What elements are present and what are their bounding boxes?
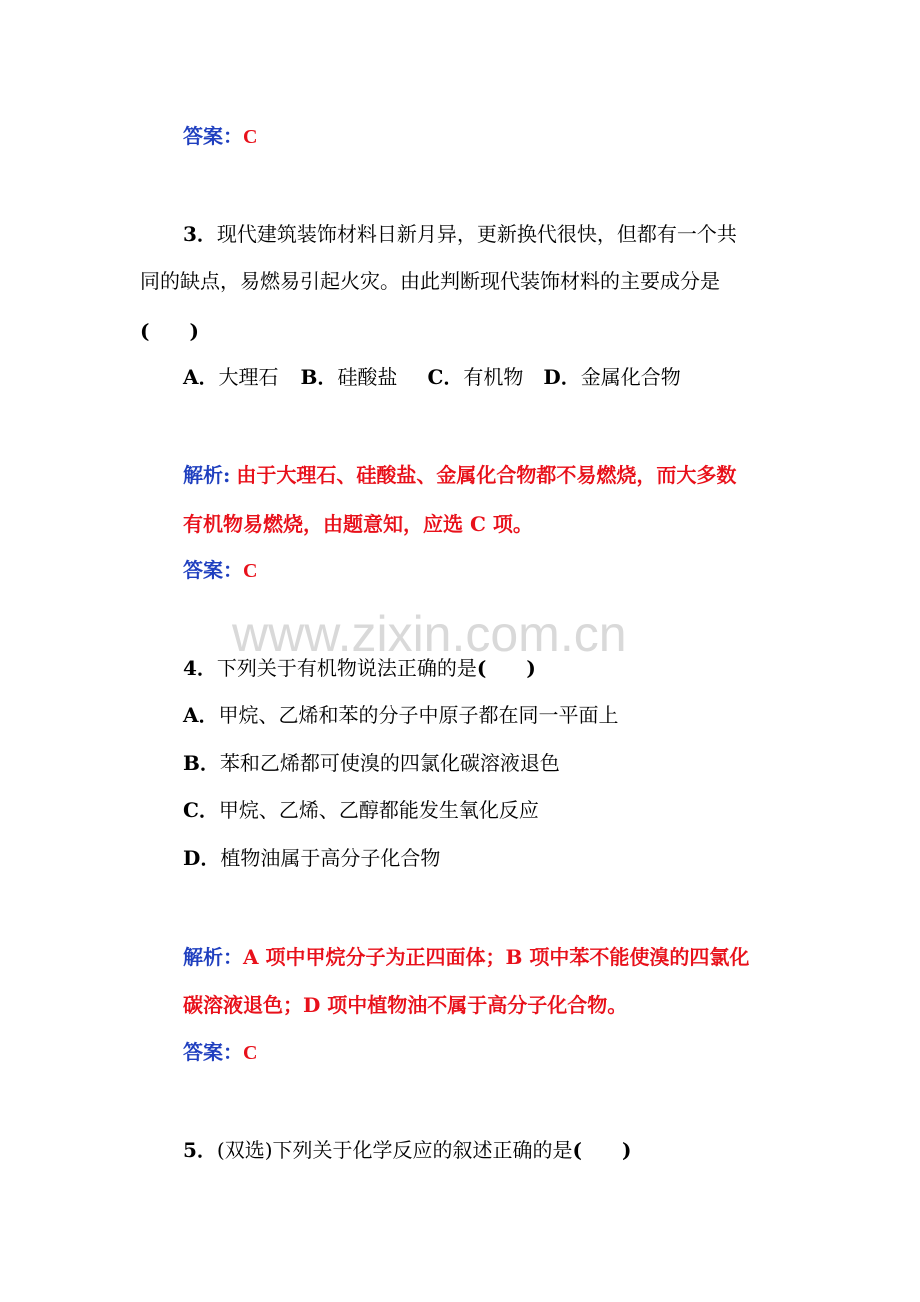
option-key: C．	[183, 798, 219, 822]
option-key: B．	[300, 365, 338, 389]
option-text: 植物油属于高分子化合物	[220, 846, 441, 870]
analysis-text: A 项中甲烷分子为正四面体；B 项中苯不能使溴的四氯化	[243, 945, 750, 969]
answer-value: C	[243, 1042, 258, 1064]
question-blank: ( )	[572, 1138, 632, 1162]
option-text: 硅酸盐	[337, 365, 398, 389]
answer-label: 答案：	[183, 124, 243, 148]
answer-label: 答案：	[183, 1040, 243, 1064]
question-stem: (双选)下列关于化学反应的叙述正确的是	[216, 1138, 573, 1162]
option-key: A．	[183, 365, 219, 389]
analysis-text: 由于大理石、硅酸盐、金属化合物都不易燃烧，而大多数	[236, 463, 737, 487]
option-text: 有机物	[463, 365, 524, 389]
analysis-line-2: 碳溶液退色；D 项中植物油不属于高分子化合物。	[183, 993, 628, 1017]
answer-line	[183, 556, 257, 585]
question-4-option-c	[183, 796, 539, 824]
question-stem: 下列关于有机物说法正确的是	[216, 656, 477, 680]
option-key: B．	[183, 751, 220, 775]
question-number: 4．	[183, 656, 217, 680]
option-text: 甲烷、乙烯和苯的分子中原子都在同一平面上	[218, 703, 619, 727]
option-text: 苯和乙烯都可使溴的四氯化碳溶液退色	[219, 751, 560, 775]
option-key: A．	[183, 703, 219, 727]
question-4-option-a	[183, 701, 619, 729]
question-5-stem	[183, 1136, 631, 1164]
question-blank: ( )	[476, 656, 536, 680]
answer-line	[183, 1038, 257, 1067]
answer-label: 答案：	[183, 558, 243, 582]
question-3-blank: ( )	[140, 319, 199, 343]
question-3-line-2	[140, 267, 720, 295]
answer-value: C	[243, 560, 258, 582]
answer-value: C	[243, 126, 258, 148]
question-4-option-d	[183, 844, 440, 872]
analysis-label: 解析:	[183, 463, 231, 487]
question-4-stem	[183, 654, 536, 682]
option-key: D．	[183, 846, 221, 870]
analysis-line-1	[183, 943, 749, 971]
question-3-options	[183, 363, 681, 391]
answer-line	[183, 122, 257, 151]
option-text: 甲烷、乙烯、乙醇都能发生氧化反应	[218, 798, 539, 822]
analysis-line-2: 有机物易燃烧，由题意知，应选 C 项。	[183, 512, 533, 536]
option-text: 大理石	[218, 365, 279, 389]
analysis-label: 解析：	[183, 945, 243, 969]
option-key: C．	[427, 365, 464, 389]
question-3-line-1	[183, 220, 737, 248]
option-text: 金属化合物	[580, 365, 681, 389]
question-stem: 现代建筑装饰材料日新月异，更新换代很快，但都有一个共	[216, 222, 737, 246]
watermark-text: www.zixin.com.cn	[232, 606, 627, 662]
question-stem-continued: 同的缺点，易燃易引起火灾。由此判断现代装饰材料的主要成分是	[140, 269, 720, 293]
analysis-line-1	[183, 461, 736, 489]
question-number: 5．	[183, 1138, 217, 1162]
question-number: 3．	[183, 222, 217, 246]
question-4-option-b	[183, 749, 560, 777]
option-key: D．	[543, 365, 581, 389]
